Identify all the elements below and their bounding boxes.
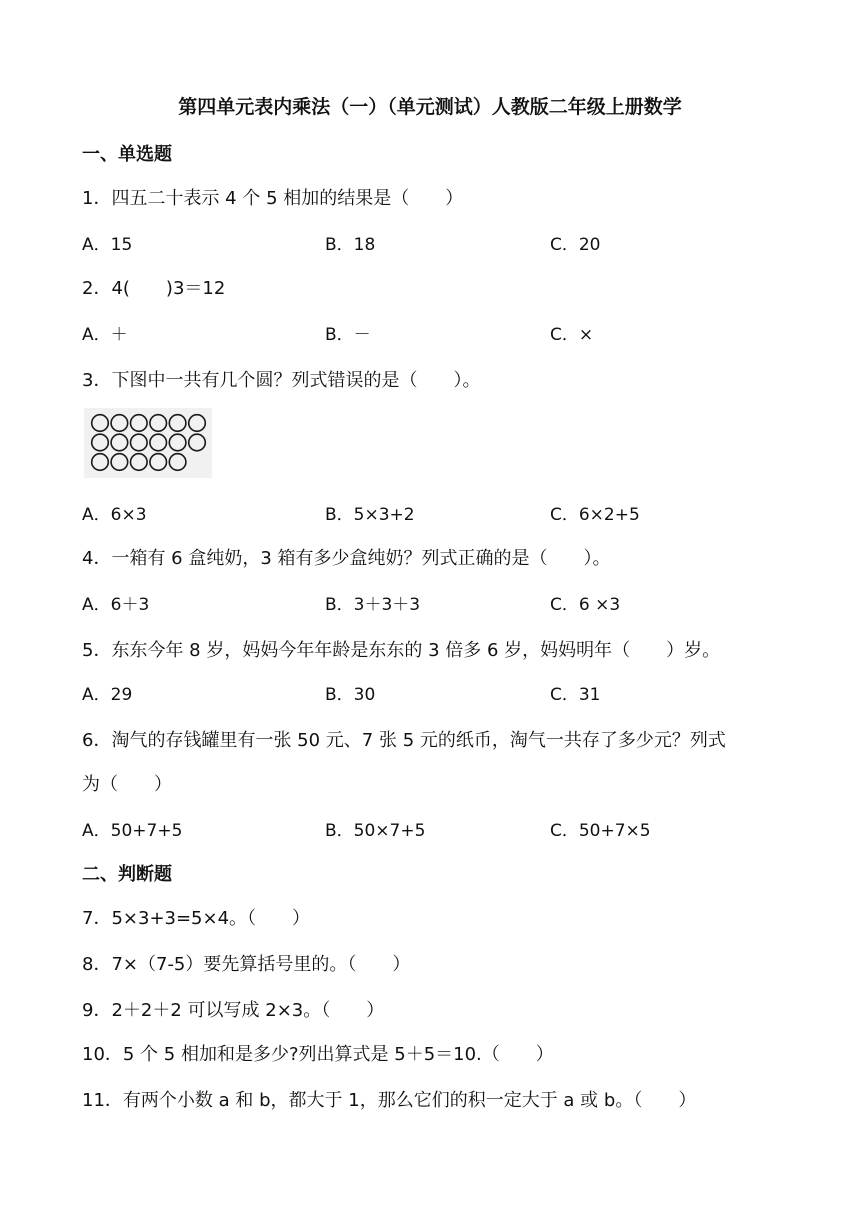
question-9: 9．2＋2＋2 可以写成 2×3。（ ）: [82, 1000, 385, 1021]
q5-option-a: A．29: [82, 685, 133, 705]
circles-svg: [84, 408, 212, 478]
q3-option-a: A．6×3: [82, 505, 147, 525]
question-10: 10．5 个 5 相加和是多少?列出算式是 5＋5＝10.（ ）: [82, 1044, 554, 1065]
q5-option-b: B．30: [325, 685, 376, 705]
circle-mark: [150, 434, 167, 451]
q2-option-b: B．－: [325, 325, 371, 345]
q4-option-b: B．3＋3＋3: [325, 595, 421, 615]
q1-option-c: C．20: [550, 235, 601, 255]
circle-mark: [189, 415, 206, 432]
question-5: 5．东东今年 8 岁，妈妈今年年龄是东东的 3 倍多 6 岁，妈妈明年（ ）岁。: [82, 640, 721, 661]
q3-option-b: B．5×3+2: [325, 505, 415, 525]
circle-mark: [150, 415, 167, 432]
circle-mark: [111, 454, 128, 471]
question-6-line-2: 为（ ）: [82, 774, 172, 795]
circle-mark: [131, 454, 148, 471]
circle-mark: [131, 434, 148, 451]
question-1: 1．四五二十表示 4 个 5 相加的结果是（ ）: [82, 188, 464, 209]
q5-option-c: C．31: [550, 685, 601, 705]
circle-mark: [189, 434, 206, 451]
q3-option-c: C．6×2+5: [550, 505, 640, 525]
circle-mark: [92, 415, 109, 432]
question-7: 7．5×3+3=5×4。（ ）: [82, 908, 311, 929]
circle-mark: [111, 434, 128, 451]
q6-option-c: C．50+7×5: [550, 821, 651, 841]
q2-option-a: A．＋: [82, 325, 128, 345]
q6-option-a: A．50+7+5: [82, 821, 183, 841]
circle-mark: [92, 454, 109, 471]
circle-mark: [92, 434, 109, 451]
circles-figure: [84, 408, 212, 478]
q1-option-a: A．15: [82, 235, 133, 255]
circle-mark: [169, 454, 186, 471]
question-11: 11．有两个小数 a 和 b，都大于 1，那么它们的积一定大于 a 或 b。（ ）: [82, 1090, 697, 1111]
question-4: 4．一箱有 6 盒纯奶，3 箱有多少盒纯奶？列式正确的是（ ）。: [82, 548, 611, 569]
document-title: 第四单元表内乘法（一）（单元测试）人教版二年级上册数学: [178, 96, 682, 118]
section-heading-true-false: 二、判断题: [82, 864, 172, 885]
q1-option-b: B．18: [325, 235, 376, 255]
question-6-line-1: 6．淘气的存钱罐里有一张 50 元、7 张 5 元的纸币，淘气一共存了多少元？列式: [82, 730, 726, 751]
circle-mark: [150, 454, 167, 471]
question-3: 3．下图中一共有几个圆？列式错误的是（ ）。: [82, 370, 481, 391]
question-8: 8．7×（7-5）要先算括号里的。（ ）: [82, 954, 411, 975]
q6-option-b: B．50×7+5: [325, 821, 426, 841]
question-2: 2．4( )3＝12: [82, 278, 226, 299]
circle-mark: [131, 415, 148, 432]
circle-mark: [111, 415, 128, 432]
section-heading-multiple-choice: 一、单选题: [82, 144, 172, 165]
circle-mark: [169, 415, 186, 432]
q2-option-c: C．×: [550, 325, 594, 345]
q4-option-c: C．6 ×3: [550, 595, 621, 615]
q4-option-a: A．6＋3: [82, 595, 150, 615]
circle-mark: [169, 434, 186, 451]
